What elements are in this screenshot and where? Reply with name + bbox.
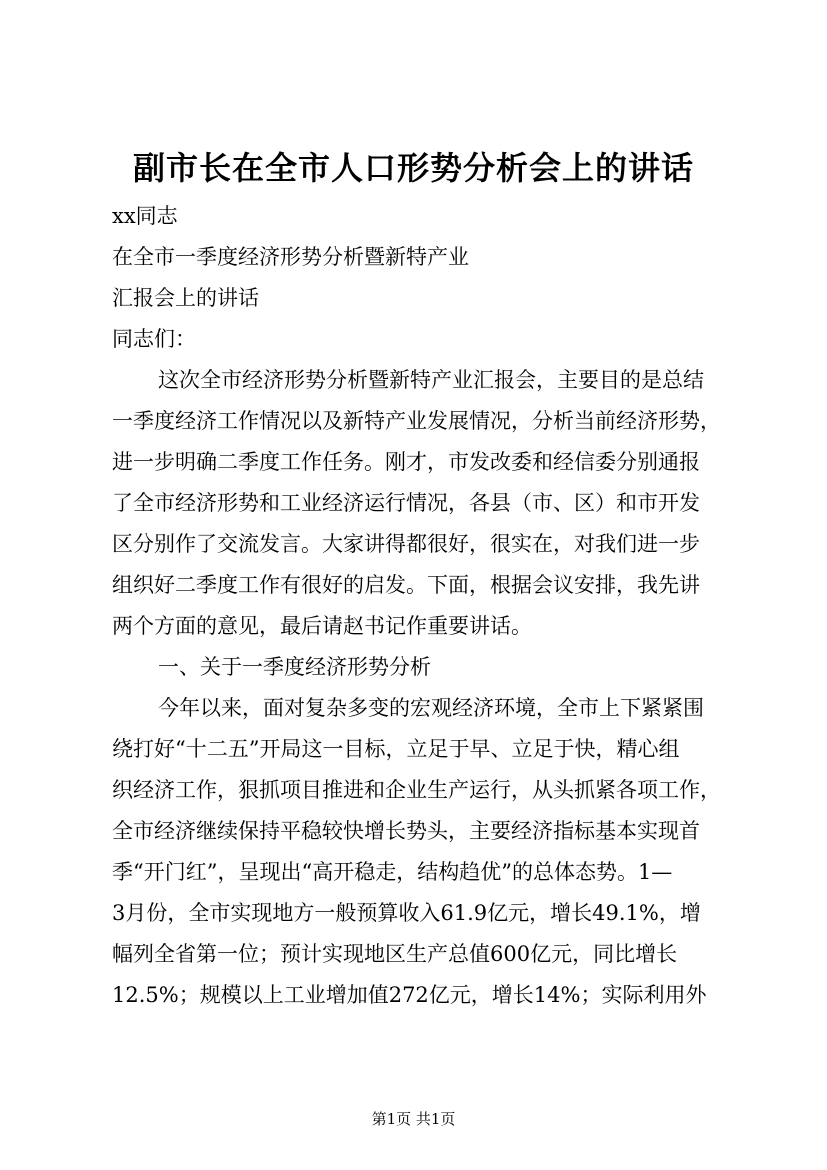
- paragraph-line: 进一步明确二季度工作任务。刚才，市发改委和经信委分别通报: [112, 450, 700, 474]
- paragraph-line: 季“开门红”，呈现出“高开稳走，结构趋优”的总体态势。1—: [112, 860, 673, 884]
- paragraph-line: 全市经济继续保持平稳较快增长势头，主要经济指标基本实现首: [112, 819, 700, 843]
- subtitle-line-2: 汇报会上的讲话: [112, 286, 259, 310]
- paragraph-line: 一季度经济工作情况以及新特产业发展情况，分析当前经济形势，: [112, 409, 721, 433]
- paragraph-line: 织经济工作，狠抓项目推进和企业生产运行，从头抓紧各项工作，: [112, 778, 721, 802]
- section-heading: 一、关于一季度经济形势分析: [158, 655, 431, 679]
- paragraph-line: 今年以来，面对复杂多变的宏观经济环境，全市上下紧紧围: [158, 696, 704, 720]
- paragraph-line: 12.5%；规模以上工业增加值272亿元，增长14%；实际利用外: [112, 983, 707, 1007]
- paragraph-line: 区分别作了交流发言。大家讲得都很好，很实在，对我们进一步: [112, 532, 700, 556]
- paragraph-line: 3月份，全市实现地方一般预算收入61.9亿元，增长49.1%，增: [112, 901, 701, 925]
- paragraph-line: 绕打好“十二五”开局这一目标，立足于早、立足于快，精心组: [112, 737, 680, 761]
- subtitle-line-1: 在全市一季度经济形势分析暨新特产业: [112, 245, 469, 269]
- paragraph-line: 组织好二季度工作有很好的启发。下面，根据会议安排，我先讲: [112, 573, 700, 597]
- paragraph-line: 幅列全省第一位；预计实现地区生产总值600亿元，同比增长: [112, 942, 678, 966]
- paragraph-line: 这次全市经济形势分析暨新特产业汇报会，主要目的是总结: [158, 368, 704, 392]
- paragraph-line: 两个方面的意见，最后请赵书记作重要讲话。: [112, 614, 532, 638]
- author-line: xx同志: [112, 204, 178, 228]
- paragraph-line: 了全市经济形势和工业经济运行情况，各县（市、区）和市开发: [112, 491, 700, 515]
- salutation: 同志们：: [112, 327, 196, 351]
- document-title: 副市长在全市人口形势分析会上的讲话: [132, 149, 694, 187]
- document-body: [112, 196, 730, 1016]
- page-footer: 第1页 共1页: [371, 1110, 456, 1128]
